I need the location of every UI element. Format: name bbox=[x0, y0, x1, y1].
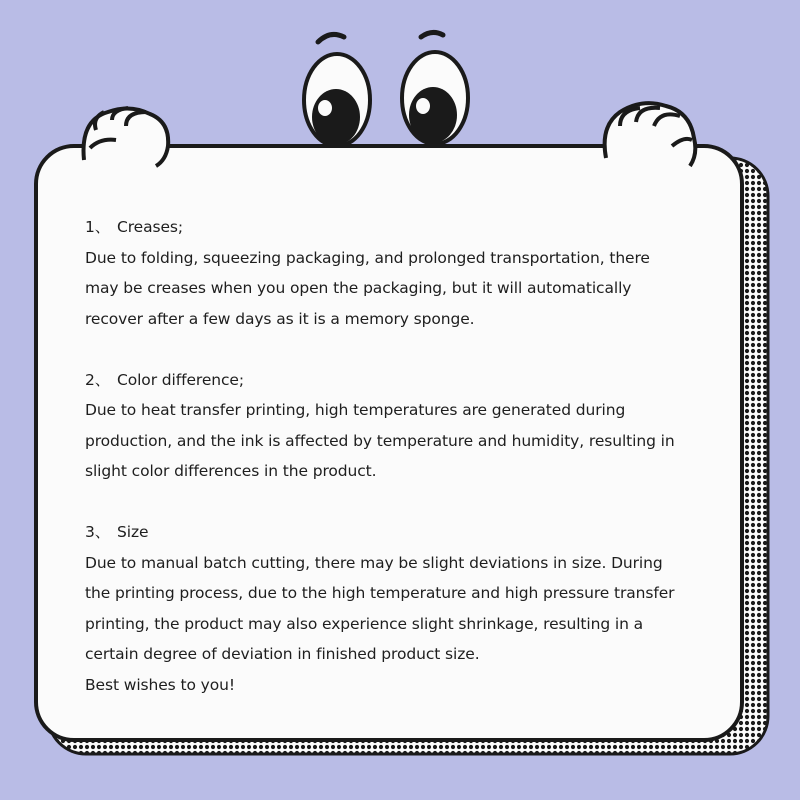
body-line: printing, the product may also experience slight shrinkage, resulting in a bbox=[85, 614, 644, 633]
right-hand-icon bbox=[605, 103, 696, 166]
body-line: certain degree of deviation in finished product size. bbox=[85, 645, 480, 663]
section-number: 1、 bbox=[85, 218, 111, 236]
closing-line: Best wishes to you! bbox=[85, 675, 235, 694]
right-eye-icon bbox=[402, 52, 468, 144]
left-eye-icon bbox=[304, 54, 370, 146]
section-title: Color difference; bbox=[117, 370, 244, 389]
left-hand-icon bbox=[84, 108, 169, 166]
right-eyebrow bbox=[421, 32, 443, 37]
section-title: Size bbox=[117, 523, 149, 541]
notice-text bbox=[85, 212, 735, 700]
body-line: may be creases when you open the packaging, but it will automatically bbox=[85, 279, 632, 297]
body-line: production, and the ink is affected by temperature and humidity, resulting in bbox=[85, 431, 675, 450]
section-heading bbox=[85, 517, 735, 548]
section-creases bbox=[85, 212, 735, 334]
section-number: 3、 bbox=[85, 523, 111, 541]
body-line: recover after a few days as it is a memory sponge. bbox=[85, 309, 475, 328]
section-color-difference bbox=[85, 365, 735, 487]
section-heading bbox=[85, 365, 735, 396]
section-number: 2、 bbox=[85, 370, 111, 389]
body-line: Due to folding, squeezing packaging, and prolonged transportation, there bbox=[85, 248, 650, 267]
body-line: Due to manual batch cutting, there may be slight deviations in size. During bbox=[85, 553, 663, 572]
section-heading bbox=[85, 212, 735, 243]
body-line: Due to heat transfer printing, high temperatures are generated during bbox=[85, 401, 626, 419]
body-line: the printing process, due to the high temperature and high pressure transfer bbox=[85, 584, 675, 602]
section-size bbox=[85, 517, 735, 700]
left-eyebrow bbox=[318, 34, 344, 42]
body-line: slight color differences in the product. bbox=[85, 462, 377, 480]
section-title: Creases; bbox=[117, 218, 183, 236]
